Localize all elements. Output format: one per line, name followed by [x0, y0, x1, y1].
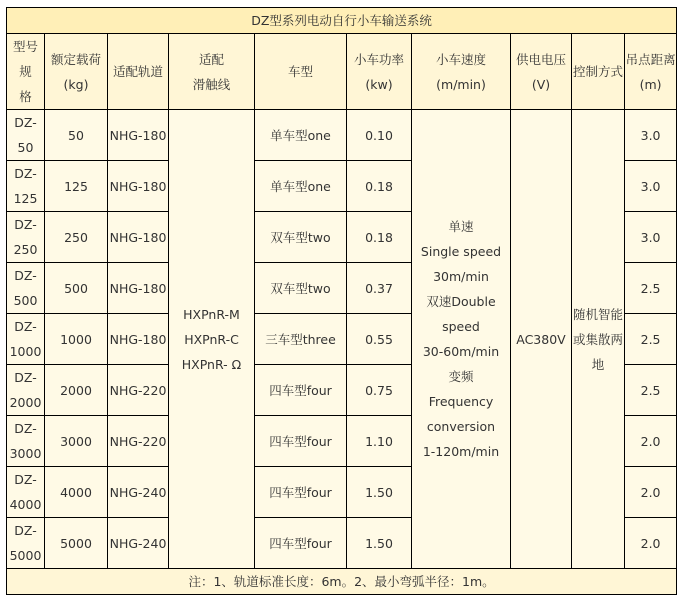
power-cell: 0.75: [347, 365, 412, 416]
load-cell: 1000: [45, 314, 108, 365]
power-cell: 0.55: [347, 314, 412, 365]
speed-line: Single speed: [420, 244, 502, 259]
model-prefix: DZ-: [14, 217, 37, 232]
track-cell: NHG-180: [108, 263, 169, 314]
distance-cell: 3.0: [625, 212, 677, 263]
model-number: 4000: [9, 497, 42, 512]
load-cell: 4000: [45, 467, 108, 518]
model-cell: [7, 518, 45, 569]
model-number: 250: [13, 242, 38, 257]
header-power: [347, 34, 412, 110]
model-prefix: DZ-: [14, 268, 37, 283]
power-cell: 1.50: [347, 518, 412, 569]
power-cell: 0.37: [347, 263, 412, 314]
header-control-line-1: 控制方式: [572, 64, 623, 79]
header-model: [7, 34, 45, 110]
header-trolley-line: [169, 34, 255, 110]
model-cell: [7, 416, 45, 467]
control-line: 或集散两: [572, 331, 623, 347]
power-cell: 0.18: [347, 161, 412, 212]
track-cell: NHG-240: [108, 518, 169, 569]
header-track: [108, 34, 169, 110]
power-cell: 1.10: [347, 416, 412, 467]
table-title: DZ型系列电动自行小车输送系统: [7, 8, 677, 34]
model-number: 125: [13, 191, 38, 206]
speed-line: speed: [442, 319, 480, 334]
header-track-line-1: 适配轨道: [112, 64, 163, 79]
track-cell: NHG-240: [108, 467, 169, 518]
trolley-line-cell: [169, 110, 255, 569]
header-trolley-line-2: 滑触线: [192, 76, 231, 92]
car-type-cell: 三车型three: [255, 314, 347, 365]
speed-line: 单速: [448, 219, 474, 234]
header-control: [572, 34, 625, 110]
trolley-line-item: HXPnR-C: [184, 331, 239, 347]
distance-cell: 2.5: [625, 365, 677, 416]
model-number: 3000: [9, 446, 42, 461]
speed-line: 30-60m/min: [422, 344, 500, 359]
car-type-cell: 四车型four: [255, 365, 347, 416]
model-cell: [7, 467, 45, 518]
model-cell: [7, 212, 45, 263]
distance-cell: 2.5: [625, 314, 677, 365]
speed-line: Frequency: [428, 394, 494, 409]
speed-line: conversion: [426, 419, 496, 434]
track-cell: NHG-180: [108, 110, 169, 161]
model-prefix: DZ-: [14, 166, 37, 181]
header-row: [7, 34, 677, 110]
car-type-cell: 双车型two: [255, 263, 347, 314]
control-line: 地: [591, 356, 605, 372]
power-cell: 0.18: [347, 212, 412, 263]
header-car-type-line-1: 车型: [287, 64, 313, 79]
header-load-line-1: 额定载荷: [50, 51, 101, 67]
header-trolley-line-1: 适配: [198, 51, 224, 67]
header-voltage-line-1: 供电电压: [515, 51, 566, 67]
model-prefix: DZ-: [14, 115, 37, 130]
speed-cell: [412, 110, 511, 569]
model-prefix: DZ-: [14, 319, 37, 334]
model-number: 50: [17, 140, 34, 155]
track-cell: NHG-180: [108, 212, 169, 263]
load-cell: 125: [45, 161, 108, 212]
control-cell: [572, 110, 625, 569]
track-cell: NHG-220: [108, 416, 169, 467]
model-cell: [7, 365, 45, 416]
model-cell: [7, 161, 45, 212]
load-cell: 250: [45, 212, 108, 263]
header-load: [45, 34, 108, 110]
speed-line: 30m/min: [433, 269, 489, 284]
power-cell: 0.10: [347, 110, 412, 161]
table-row: [7, 110, 677, 161]
table-note: 注：1、轨道标准长度：6m。2、最小弯弧半径：1m。: [7, 569, 677, 595]
load-cell: 500: [45, 263, 108, 314]
load-cell: 5000: [45, 518, 108, 569]
model-number: 5000: [9, 548, 42, 563]
speed-line: 双速Double: [426, 294, 496, 309]
distance-cell: 3.0: [625, 110, 677, 161]
distance-cell: 3.0: [625, 161, 677, 212]
header-power-line-1: 小车功率: [353, 51, 404, 67]
speed-line: 1-120m/min: [422, 444, 500, 459]
header-distance-line-1: 吊点距离: [625, 51, 676, 67]
car-type-cell: 单车型one: [255, 161, 347, 212]
track-cell: NHG-180: [108, 161, 169, 212]
load-cell: 2000: [45, 365, 108, 416]
trolley-line-item: HXPnR-M: [183, 306, 240, 322]
track-cell: NHG-180: [108, 314, 169, 365]
car-type-cell: 单车型one: [255, 110, 347, 161]
header-speed-line-1: 小车速度: [435, 51, 486, 67]
distance-cell: 2.0: [625, 518, 677, 569]
car-type-cell: 四车型four: [255, 467, 347, 518]
model-cell: [7, 110, 45, 161]
header-distance-line-2: (m): [639, 76, 662, 92]
model-number: 1000: [9, 344, 42, 359]
trolley-line-item: HXPnR- Ω: [181, 356, 242, 372]
model-prefix: DZ-: [14, 472, 37, 487]
car-type-cell: 四车型four: [255, 518, 347, 569]
track-cell: NHG-220: [108, 365, 169, 416]
header-model-line-2: 格: [19, 89, 32, 104]
control-line: 随机智能: [572, 306, 623, 322]
model-prefix: DZ-: [14, 370, 37, 385]
load-cell: 3000: [45, 416, 108, 467]
model-number: 2000: [9, 395, 42, 410]
model-prefix: DZ-: [14, 421, 37, 436]
car-type-cell: 双车型two: [255, 212, 347, 263]
distance-cell: 2.0: [625, 416, 677, 467]
load-cell: 50: [45, 110, 108, 161]
header-load-line-2: (kg): [63, 76, 89, 92]
speed-line: 变频: [448, 369, 474, 384]
spec-table-container: [6, 7, 677, 595]
car-type-cell: 四车型four: [255, 416, 347, 467]
header-distance: [625, 34, 677, 110]
distance-cell: 2.5: [625, 263, 677, 314]
header-car-type: [255, 34, 347, 110]
distance-cell: 2.0: [625, 467, 677, 518]
header-speed-line-2: (m/min): [436, 76, 486, 92]
spec-table: [6, 7, 677, 595]
header-voltage: [511, 34, 572, 110]
model-prefix: DZ-: [14, 523, 37, 538]
header-power-line-2: (kw): [365, 76, 393, 92]
header-model-line-1: 型号规: [12, 39, 38, 79]
header-speed: [412, 34, 511, 110]
voltage-cell: AC380V: [511, 110, 572, 569]
model-number: 500: [13, 293, 38, 308]
header-voltage-line-2: (V): [531, 76, 551, 92]
power-cell: 1.50: [347, 467, 412, 518]
model-cell: [7, 314, 45, 365]
model-cell: [7, 263, 45, 314]
